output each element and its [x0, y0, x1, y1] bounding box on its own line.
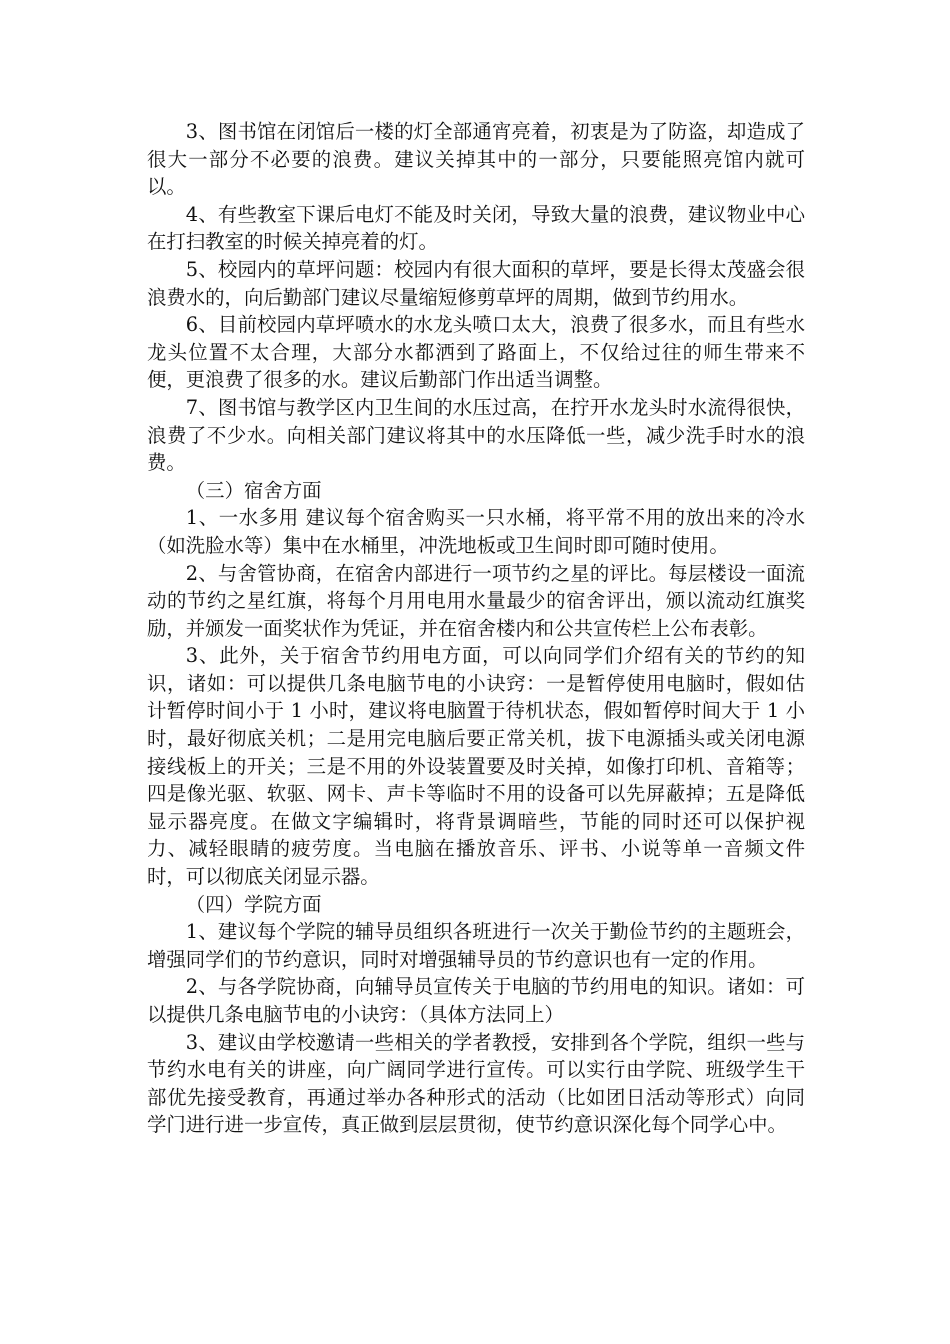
paragraph-4-classroom-lights: 4、有些教室下课后电灯不能及时关闭，导致大量的浪费，建议物业中心在打扫教室的时候关掉亮着的灯。 [147, 202, 805, 254]
paragraph-dorm-2: 2、与舍管协商，在宿舍内部进行一项节约之星的评比。每层楼设一面流动的节约之星红旗，将每个月用电用水量最少的宿舍评出，颁以流动红旗奖励，并颁发一面奖状作为凭证，并在宿舍楼内和公共宣传栏上公布表彰。 [147, 561, 805, 640]
paragraph-5-lawn: 5、校园内的草坪问题：校园内有很大面积的草坪，要是长得太茂盛会很浪费水的，向后勤部门建议尽量缩短修剪草坪的周期，做到节约用水。 [147, 257, 805, 309]
paragraph-college-3: 3、建议由学校邀请一些相关的学者教授，安排到各个学院，组织一些与节约水电有关的讲座，向广阔同学进行宣传。可以实行由学院、班级学生干部优先接受教育，再通过举办各种形式的活动（比如团日活动等形式）向同学门进行进一步宣传，真正做到层层贯彻，使节约意识深化每个同学心中。 [147, 1030, 805, 1137]
paragraph-6-sprinklers: 6、目前校园内草坪喷水的水龙头喷口太大，浪费了很多水，而且有些水龙头位置不太合理，大部分水都洒到了路面上，不仅给过往的师生带来不便，更浪费了很多的水。建议后勤部门作出适当调整。 [147, 313, 805, 392]
section-heading-college: （四）学院方面 [185, 892, 322, 916]
section-heading-dormitory: （三）宿舍方面 [185, 478, 322, 502]
document-body [147, 118, 805, 1139]
paragraph-7-water-pressure: 7、图书馆与教学区内卫生间的水压过高，在拧开水龙头时水流得很快，浪费了不少水。向相关部门建议将其中的水压降低一些，减少洗手时水的浪费。 [147, 395, 805, 475]
paragraph-3-library-lights: 3、图书馆在闭馆后一楼的灯全部通宵亮着，初衷是为了防盗，却造成了很大一部分不必要的浪费。建议关掉其中的一部分，只要能照亮馆内就可以。 [147, 120, 805, 199]
paragraph-college-2: 2、与各学院协商，向辅导员宣传关于电脑的节约用电的知识。诸如：可以提供几条电脑节电的小诀窍：（具体方法同上） [147, 975, 805, 1026]
paragraph-dorm-1: 1、一水多用 建议每个宿舍购买一只水桶，将平常不用的放出来的冷水（如洗脸水等）集中在水桶里，冲洗地板或卫生间时即可随时使用。 [147, 506, 805, 557]
paragraph-college-1: 1、建议每个学院的辅导员组织各班进行一次关于勤俭节约的主题班会，增强同学们的节约意识，同时对增强辅导员的节约意识也有一定的作用。 [147, 920, 805, 971]
paragraph-dorm-3: 3、此外，关于宿舍节约用电方面，可以向同学们介绍有关的节约的知识，诸如：可以提供几条电脑节电的小诀窍：一是暂停使用电脑时，假如估计暂停时间小于 1 小时，建议将电脑置于待机状态，假如暂停时间大于 1 小时，最好彻底关机；二是用完电脑后要正常关机，拔下电源插头或关闭电源接线板上的开关；三是不用的外设装置要及时关掉，如像打印机、音箱等；四是像光驱、软驱、网卡、声卡等临时不用的设备可以先屏蔽掉；五是降低显示器亮度。在做文字编辑时，将背景调暗些，节能的同时还可以保护视力、减轻眼睛的疲劳度。当电脑在播放音乐、评书、小说等单一音频文件时，可以彻底关闭显示器。 [147, 644, 805, 889]
